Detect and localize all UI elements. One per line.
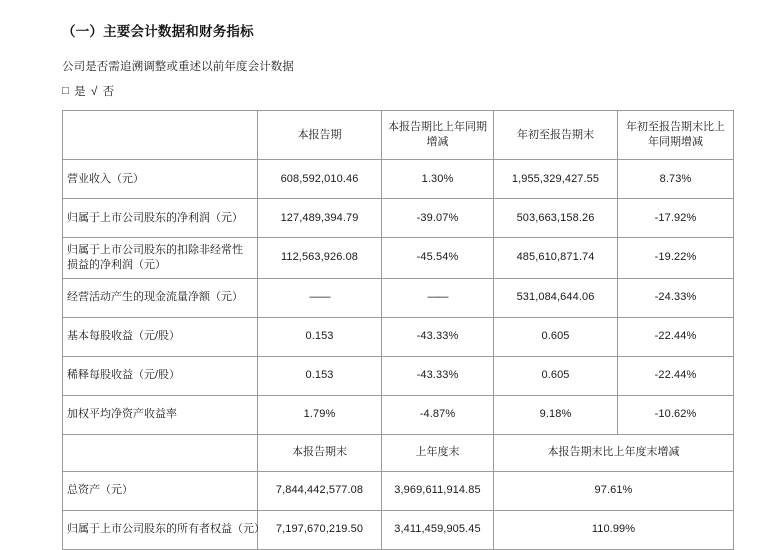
table-row xyxy=(63,510,734,549)
row-value: -17.92% xyxy=(618,199,734,238)
table-row xyxy=(63,471,734,510)
row-value: -43.33% xyxy=(382,317,494,356)
row-value: 0.605 xyxy=(494,356,618,395)
row-value: 503,663,158.26 xyxy=(494,199,618,238)
row-value: -22.44% xyxy=(618,356,734,395)
row-value: 110.99% xyxy=(494,510,734,549)
row-value: -45.54% xyxy=(382,238,494,279)
checkbox-unchecked-icon[interactable]: □ xyxy=(62,85,70,97)
choice-yes-label: 是 xyxy=(74,86,86,98)
table-row xyxy=(63,278,734,317)
table-row xyxy=(63,238,734,279)
row-label: 加权平均净资产收益率 xyxy=(63,395,258,434)
row-value: 3,969,611,914.85 xyxy=(382,471,494,510)
row-value: 0.153 xyxy=(258,317,382,356)
table-header-cell xyxy=(63,111,258,160)
row-value: -4.87% xyxy=(382,395,494,434)
row-value: 0.605 xyxy=(494,317,618,356)
restatement-note: 公司是否需追溯调整或重述以前年度会计数据 xyxy=(62,61,294,73)
row-value: 608,592,010.46 xyxy=(258,160,382,199)
table-header-cell: 本报告期 xyxy=(258,111,382,160)
row-value: 1.30% xyxy=(382,160,494,199)
row-value: 1,955,329,427.55 xyxy=(494,160,618,199)
check-icon[interactable]: √ xyxy=(90,84,98,98)
table-header-cell: 本报告期末 xyxy=(258,434,382,471)
row-label: 归属于上市公司股东的扣除非经常性损益的净利润（元） xyxy=(63,238,258,279)
row-value: —— xyxy=(258,278,382,317)
table-row xyxy=(63,199,734,238)
row-value: -24.33% xyxy=(618,278,734,317)
table-subheader-row xyxy=(63,434,734,471)
row-label: 经营活动产生的现金流量净额（元） xyxy=(63,278,258,317)
row-value: -39.07% xyxy=(382,199,494,238)
table-row xyxy=(63,317,734,356)
choice-no-label: 否 xyxy=(102,86,115,98)
restatement-choice xyxy=(62,83,713,99)
row-value: -22.44% xyxy=(618,317,734,356)
row-label: 营业收入（元） xyxy=(63,160,258,199)
table-header-cell: 上年度末 xyxy=(382,434,494,471)
row-value: 97.61% xyxy=(494,471,734,510)
table-row xyxy=(63,160,734,199)
row-value: 112,563,926.08 xyxy=(258,238,382,279)
page-title: （一）主要会计数据和财务指标 xyxy=(62,24,254,39)
row-value: 8.73% xyxy=(618,160,734,199)
row-value: 3,411,459,905.45 xyxy=(382,510,494,549)
row-value: 0.153 xyxy=(258,356,382,395)
table-row xyxy=(63,395,734,434)
financial-summary-table xyxy=(62,110,734,550)
row-value: 7,197,670,219.50 xyxy=(258,510,382,549)
table-header-cell: 本报告期比上年同期增减 xyxy=(382,111,494,160)
row-label: 稀释每股收益（元/股） xyxy=(63,356,258,395)
row-label: 归属于上市公司股东的所有者权益（元） xyxy=(63,510,258,549)
table-header-cell xyxy=(63,434,258,471)
row-label: 总资产（元） xyxy=(63,471,258,510)
row-value: 127,489,394.79 xyxy=(258,199,382,238)
row-label: 归属于上市公司股东的净利润（元） xyxy=(63,199,258,238)
row-value: —— xyxy=(382,278,494,317)
table-header-cell: 本报告期末比上年度末增减 xyxy=(494,434,734,471)
table-header-cell: 年初至报告期末 xyxy=(494,111,618,160)
row-label: 基本每股收益（元/股） xyxy=(63,317,258,356)
row-value: -10.62% xyxy=(618,395,734,434)
row-value: -19.22% xyxy=(618,238,734,279)
table-row xyxy=(63,356,734,395)
table-header-row xyxy=(63,111,734,160)
table-header-cell: 年初至报告期末比上年同期增减 xyxy=(618,111,734,160)
row-value: 7,844,442,577.08 xyxy=(258,471,382,510)
row-value: 9.18% xyxy=(494,395,618,434)
row-value: -43.33% xyxy=(382,356,494,395)
row-value: 1.79% xyxy=(258,395,382,434)
row-value: 531,084,644.06 xyxy=(494,278,618,317)
row-value: 485,610,871.74 xyxy=(494,238,618,279)
